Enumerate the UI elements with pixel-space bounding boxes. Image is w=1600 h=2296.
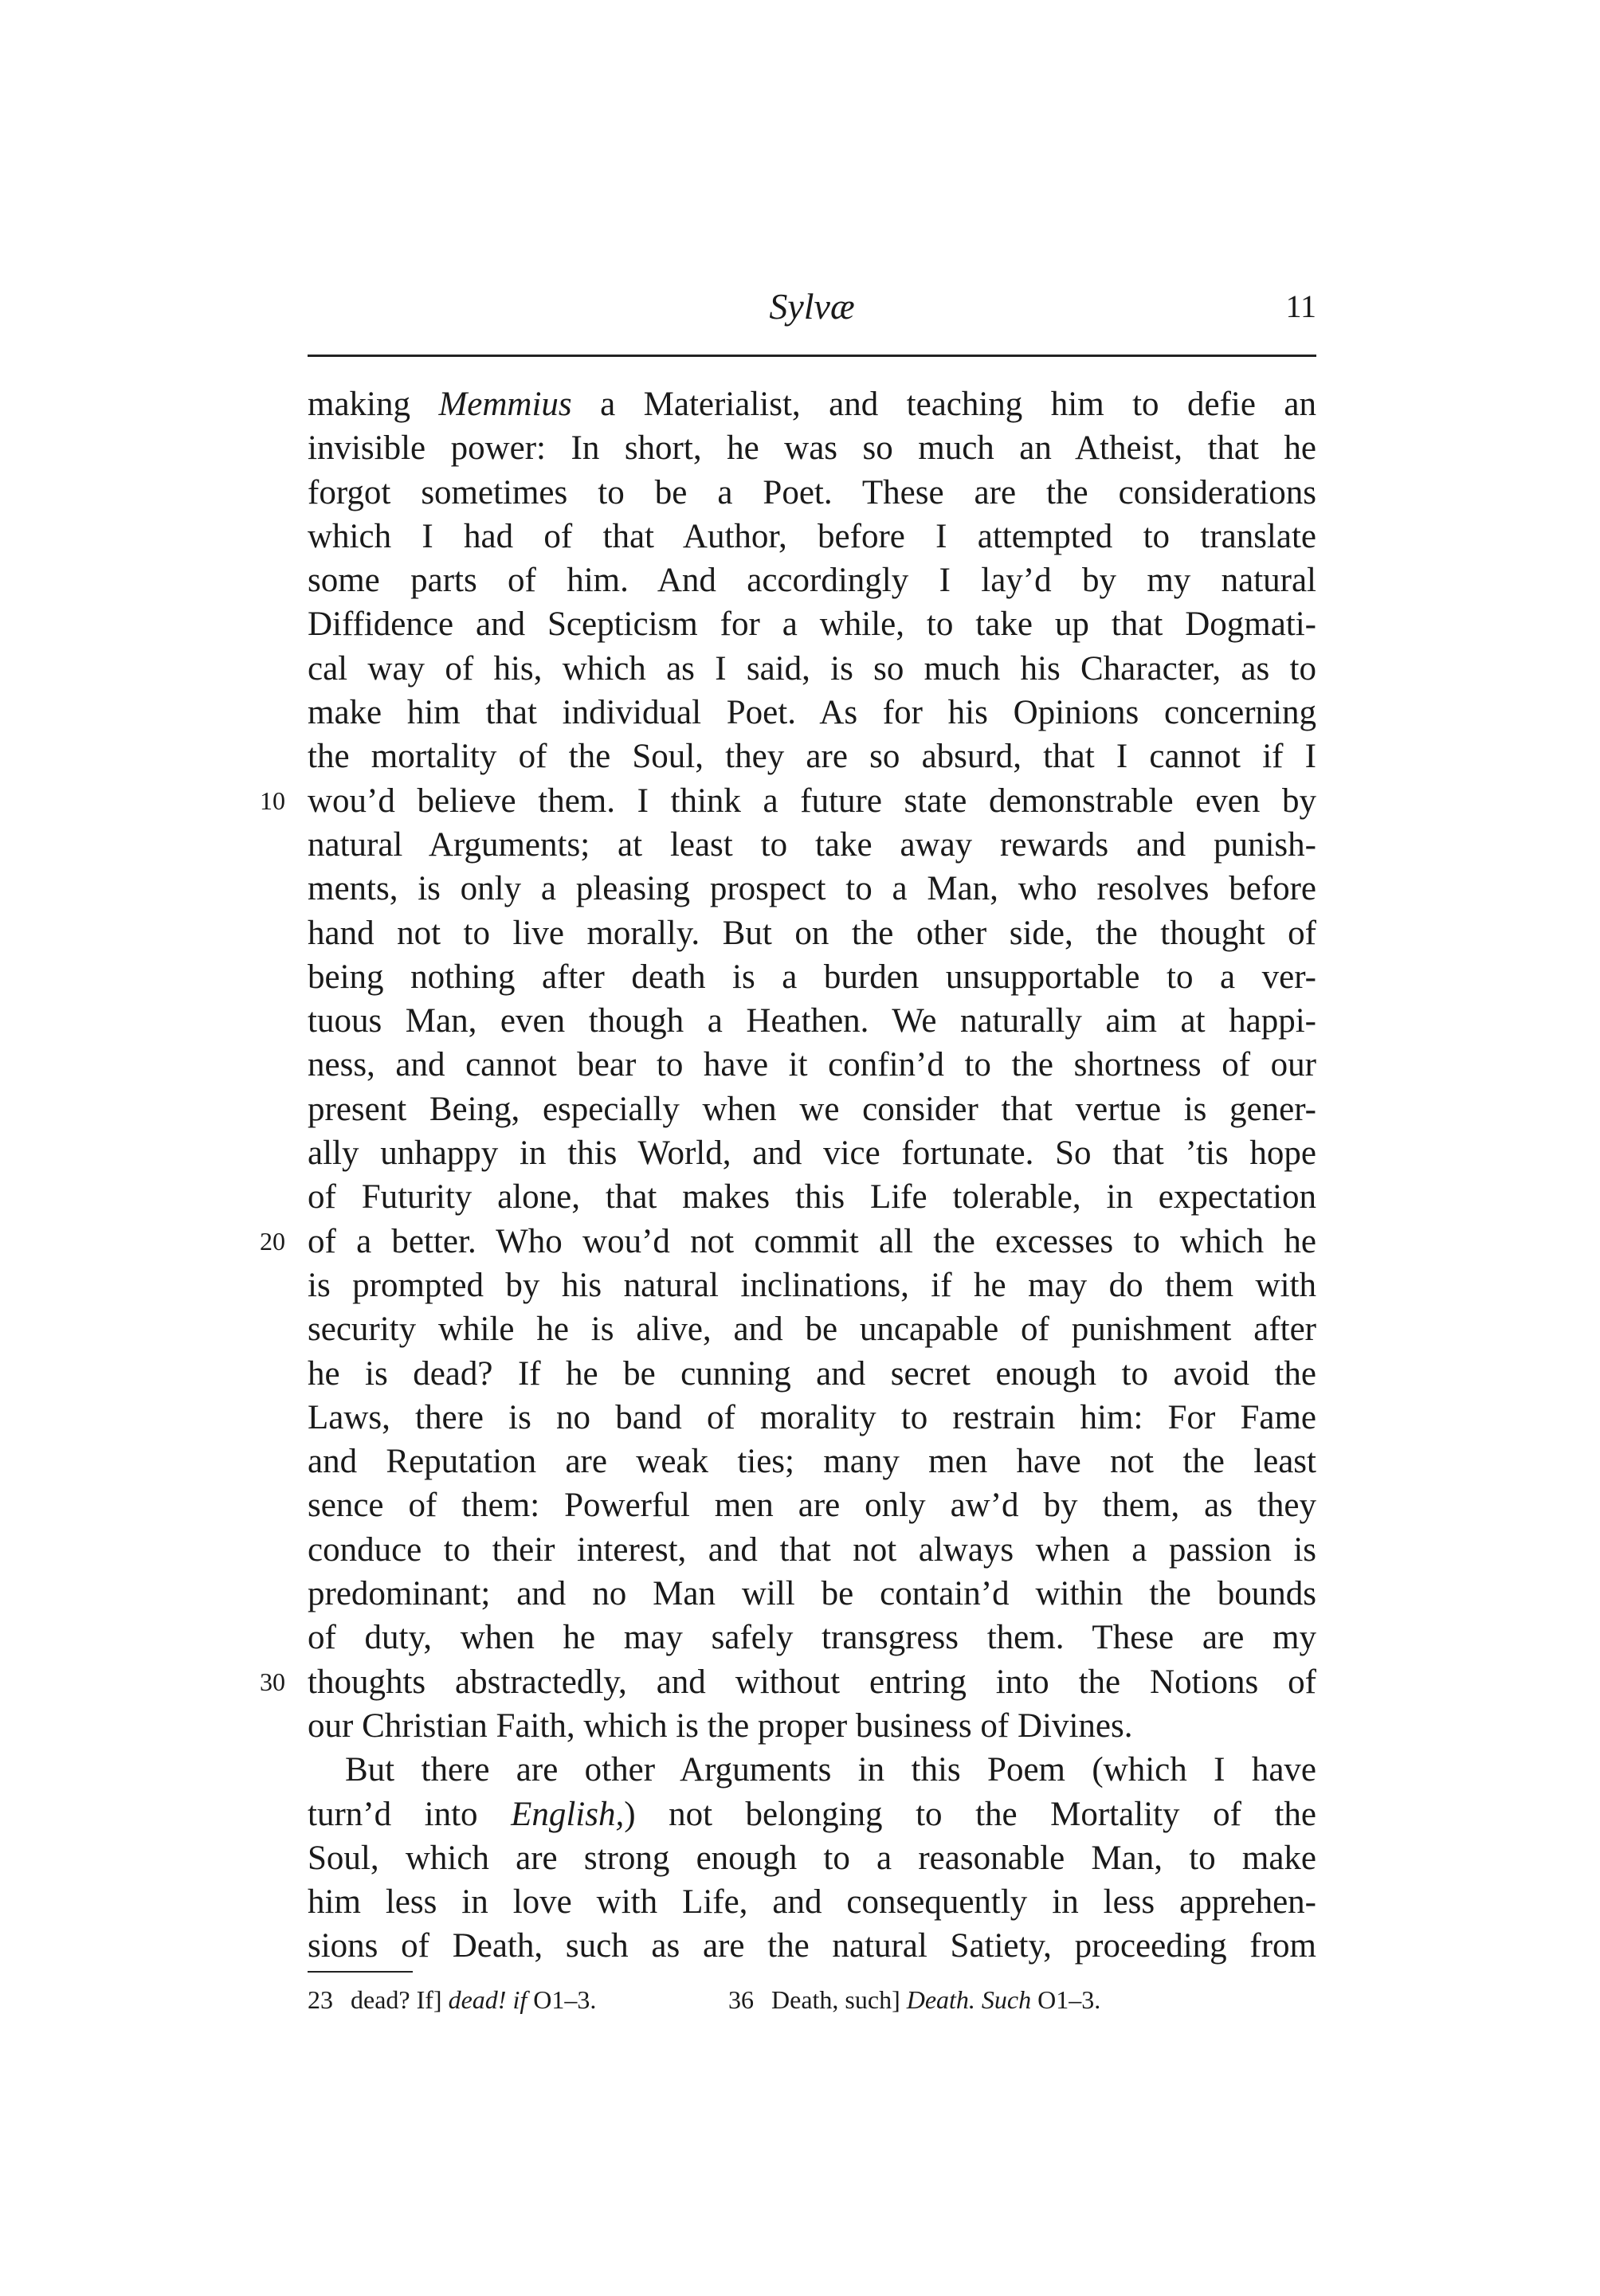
footnote-source: O1–3. <box>533 1985 597 2014</box>
italic-name: Memmius <box>438 386 572 423</box>
text-line: But there are other Arguments in this Poem (which I have <box>345 1751 1316 1789</box>
text-line: conduce to their interest, and that not always when a passion is <box>308 1530 1316 1569</box>
footnote <box>728 1976 1100 2024</box>
text-line: 30 thoughts abstractedly, and without entring into the Notions of <box>308 1660 1316 1704</box>
text-line: ments, is only a pleasing prospect to a Man, who resolves before <box>308 870 1316 908</box>
text-line: of Futurity alone, that makes this Life tolerable, in expectation <box>308 1178 1316 1217</box>
text-line: 10 wou’d believe them. I think a future state demonstrable even by <box>308 779 1316 823</box>
text-line: he is dead? If he be cunning and secret enough to avoid the <box>308 1354 1316 1393</box>
footnote-rule <box>308 1971 413 1973</box>
text-line: ness, and cannot bear to have it confin’d to the shortness of our <box>308 1046 1316 1084</box>
text-line: making Memmius a Materialist, and teaching him to defie an <box>308 386 1316 423</box>
text-line: cal way of his, which as I said, is so much his Character, as to <box>308 649 1316 688</box>
text-line: hand not to live morally. But on the other side, the thought of <box>308 914 1316 952</box>
text-line: being nothing after death is a burden unsupportable to a ver- <box>308 958 1316 996</box>
text-line: make him that individual Poet. As for his Opinions concerning <box>308 694 1316 732</box>
header-rule <box>308 355 1316 357</box>
running-head <box>308 279 1316 335</box>
text-line: forgot sometimes to be a Poet. These are the considerations <box>308 473 1316 511</box>
footnote-reading: dead! if <box>448 1985 527 2014</box>
text-line: which I had of that Author, before I attempted to translate <box>308 517 1316 555</box>
footnote-ref: 36 <box>728 1985 754 2014</box>
page-number: 11 <box>1285 288 1316 324</box>
text-line: ally unhappy in this World, and vice fortunate. So that ’tis hope <box>308 1134 1316 1173</box>
text-line: natural Arguments; at least to take away rewards and punish- <box>308 825 1316 864</box>
text-line: invisible power: In short, he was so much an Atheist, that he <box>308 429 1316 468</box>
text-line: Diffidence and Scepticism for a while, to take up that Dogmati- <box>308 605 1316 644</box>
text-line: present Being, especially when we consider that vertue is gener- <box>308 1090 1316 1128</box>
text-line: sence of them: Powerful men are only aw’d by them, as they <box>308 1487 1316 1525</box>
line-number: 10 <box>260 786 285 815</box>
line-number: 20 <box>260 1226 285 1256</box>
text-line: security while he is alive, and be uncapable of punishment after <box>308 1311 1316 1349</box>
footnote-ref: 23 <box>308 1985 333 2014</box>
text-line: the mortality of the Soul, they are so absurd, that I cannot if I <box>308 738 1316 776</box>
text-line: is prompted by his natural inclinations, if he may do them with <box>308 1266 1316 1304</box>
text-line: our Christian Faith, which is the proper business of Divines. <box>308 1706 1133 1745</box>
running-title: Sylvæ <box>769 286 855 327</box>
text-line: of duty, when he may safely transgress them. These are my <box>308 1619 1316 1657</box>
body-text <box>260 382 1316 1969</box>
text-line: sions of Death, such as are the natural Satiety, proceeding from <box>308 1927 1316 1965</box>
text-line: tuous Man, even though a Heathen. We naturally aim at happi- <box>308 1002 1316 1040</box>
text-line: and Reputation are weak ties; many men have not the least <box>308 1443 1316 1481</box>
text-line: 20 of a better. Who wou’d not commit all the excesses to which he <box>308 1220 1316 1264</box>
footnotes <box>308 1976 1316 2024</box>
footnote <box>308 1976 596 2024</box>
text-line: turn’d into English,) not belonging to the Mortality of the <box>308 1795 1316 1833</box>
line-number: 30 <box>260 1667 285 1696</box>
text-line: Laws, there is no band of morality to restrain him: For Fame <box>308 1398 1316 1436</box>
footnote-source: O1–3. <box>1037 1985 1101 2014</box>
italic-word: English, <box>511 1795 625 1833</box>
footnote-reading: Death. Such <box>906 1985 1032 2014</box>
text-line: some parts of him. And accordingly I lay’d by my natural <box>308 562 1316 600</box>
footnote-lemma: dead? If] <box>351 1985 442 2014</box>
text-line: him less in love with Life, and consequently in less apprehen- <box>308 1883 1316 1922</box>
text-line: predominant; and no Man will be contain’d within the bounds <box>308 1575 1316 1613</box>
footnote-lemma: Death, such] <box>771 1985 900 2014</box>
text-line: Soul, which are strong enough to a reasonable Man, to make <box>308 1839 1316 1877</box>
